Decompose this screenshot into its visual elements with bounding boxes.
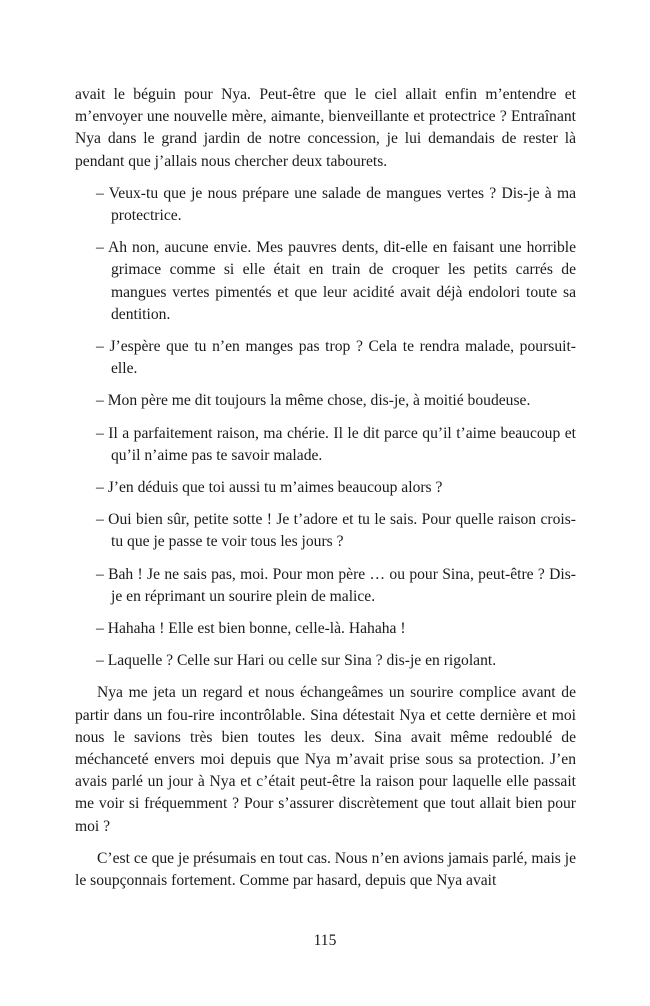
dialogue-line: – Hahaha ! Elle est bien bonne, celle-là. Hahaha ! — [96, 620, 406, 638]
paragraph: C’est ce que je présumais en tout cas. Nous n’en avions jamais parlé, mais je le soupçonnais fortement. Comme par hasard, depuis que Nya avait — [75, 849, 576, 890]
dialogue-line: – Mon père me dit toujours la même chose, dis-je, à moitié boudeuse. — [96, 392, 531, 410]
dialogue-line: – J’en déduis que toi aussi tu m’aimes beaucoup alors ? — [96, 479, 443, 497]
paragraph: avait le béguin pour Nya. Peut-être que le ciel allait enfin m’entendre et m’envoyer une nouvelle mère, aimante, bienveillante et protectrice ? Entraînant Nya dans le grand jardin de notre concession, je lui demandais de rester là pendant que j’allais nous chercher deux tabourets. — [75, 86, 576, 170]
dialogue-line: – Laquelle ? Celle sur Hari ou celle sur Sina ? dis-je en rigolant. — [96, 652, 497, 670]
page-body — [75, 84, 576, 902]
page-number: 115 — [313, 932, 337, 949]
dialogue-line: – Bah ! Je ne sais pas, moi. Pour mon père … ou pour Sina, peut-être ? Dis-je en réprimant un sourire plein de malice. — [96, 565, 576, 605]
paragraph: Nya me jeta un regard et nous échangeâmes un sourire complice avant de partir dans un fou-rire incontrôlable. Sina détestait Nya et cette dernière et moi nous le savions très bien toutes les deux. Sina avait même redoublé de méchanceté envers moi depuis que Nya m’avait prise sous sa protection. J’en avais parlé un jour à Nya et c’était peut-être la raison pour laquelle elle passait me voir si fréquemment ? Pour s’assurer discrètement que tout allait bien pour moi ? — [75, 684, 576, 835]
dialogue-line: – J’espère que tu n’en manges pas trop ? Cela te rendra malade, poursuit-elle. — [96, 338, 576, 378]
dialogue-line: – Ah non, aucune envie. Mes pauvres dents, dit-elle en faisant une horrible grimace comme si elle était en train de croquer les petits carrés de mangues vertes pimentés et que leur acidité avait déjà endolori toute sa dentition. — [96, 239, 576, 323]
dialogue-line: – Oui bien sûr, petite sotte ! Je t’adore et tu le sais. Pour quelle raison crois-tu que je passe te voir tous les jours ? — [96, 511, 576, 551]
dialogue-line: – Il a parfaitement raison, ma chérie. Il le dit parce qu’il t’aime beaucoup et qu’il n’aime pas te savoir malade. — [96, 424, 576, 464]
dialogue-line: – Veux-tu que je nous prépare une salade de mangues vertes ? Dis-je à ma protectrice. — [96, 184, 576, 225]
